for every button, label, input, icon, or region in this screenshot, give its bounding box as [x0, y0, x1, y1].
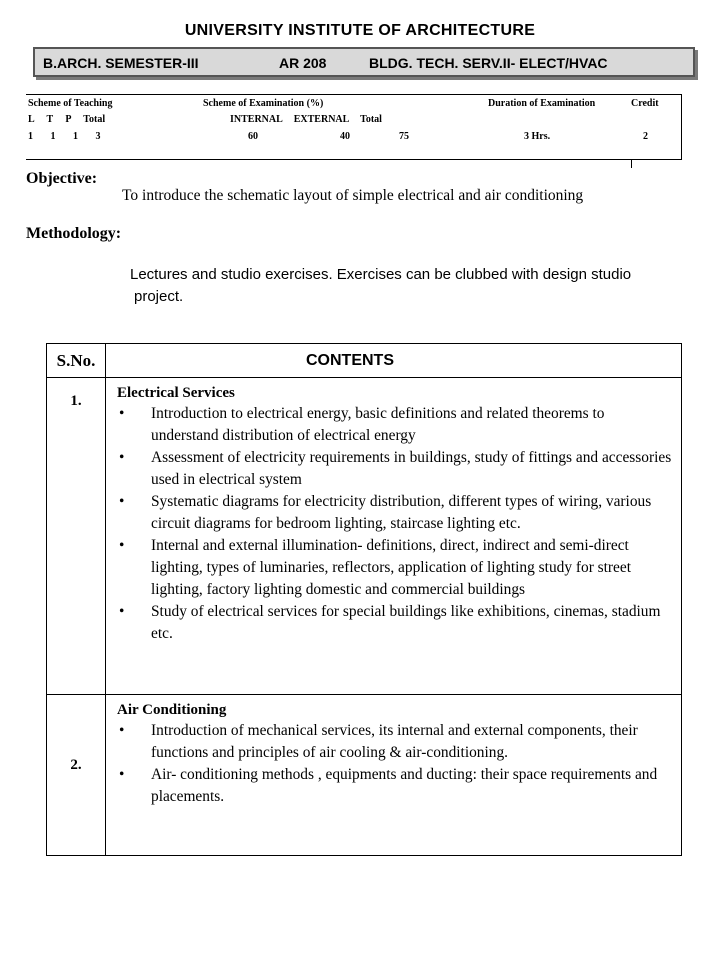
exam-columns: INTERNAL EXTERNAL Total: [230, 114, 382, 125]
list-item: • Assessment of electricity requirements in buildings, study of fittings and accessories used in electrical system: [117, 447, 675, 491]
internal-marks: 60: [248, 131, 258, 142]
scheme-table: [26, 94, 682, 160]
topic-list: [117, 403, 675, 645]
list-item: • Study of electrical services for special buildings like exhibitions, cinemas, stadium etc.: [117, 601, 675, 645]
teaching-scheme-label: Scheme of Teaching: [28, 98, 113, 109]
total-marks: 75: [399, 131, 409, 142]
row-content: [106, 378, 682, 695]
table-row: [47, 378, 682, 695]
exam-scheme-label: Scheme of Examination (%): [203, 98, 324, 109]
contents-header-row: [47, 344, 682, 378]
row-number: 2.: [70, 757, 82, 773]
external-marks: 40: [340, 131, 350, 142]
topic-list: [117, 720, 675, 808]
objective-text: To introduce the schematic layout of simple electrical and air conditioning: [122, 187, 584, 204]
duration-label: Duration of Examination: [488, 98, 596, 109]
list-item: • Systematic diagrams for electricity distribution, different types of wiring, various circuit diagrams for bedroom lighting, staircase lighting etc.: [117, 491, 675, 535]
row-number-cell: [47, 695, 106, 856]
row-number: 1.: [70, 393, 82, 409]
methodology-text-line2: project.: [134, 288, 184, 305]
course-code: AR 208: [279, 55, 327, 71]
list-item: • Air- conditioning methods , equipments and ducting: their space requirements and placements.: [117, 764, 675, 808]
list-item: • Introduction of mechanical services, its internal and external components, their functions and principles of air cooling & air-conditioning.: [117, 720, 675, 764]
table-row: [47, 695, 682, 856]
contents-header: CONTENTS: [106, 344, 682, 378]
methodology-text-line1: Lectures and studio exercises. Exercises can be clubbed with design studio: [130, 266, 632, 283]
contents-table: [46, 343, 682, 856]
section-heading: Air Conditioning: [117, 702, 227, 718]
course-name: B.ARCH. SEMESTER-III: [43, 55, 199, 71]
sno-header: S.No.: [47, 344, 106, 378]
row-content: [106, 695, 682, 856]
list-item: • Internal and external illumination- definitions, direct, indirect and semi-direct lighting, types of luminaries, reflectors, application of lighting study for street lighting, factory lighting domestic and commercial buildings: [117, 535, 675, 601]
duration-value: 3 Hrs.: [524, 131, 551, 142]
list-item: • Introduction to electrical energy, basic definitions and related theorems to understand distribution of electrical energy: [117, 403, 675, 447]
teaching-columns: L T P Total: [28, 114, 106, 125]
section-heading: Electrical Services: [117, 385, 235, 401]
row-number-cell: [47, 378, 106, 695]
objective-label: Objective:: [26, 170, 98, 187]
course-subject: BLDG. TECH. SERV.II- ELECT/HVAC: [369, 55, 608, 71]
divider-line: [631, 160, 632, 168]
teaching-values: 1 1 1 3: [28, 131, 101, 142]
course-banner: [33, 47, 695, 77]
methodology-label: Methodology:: [26, 225, 122, 242]
document-title: UNIVERSITY INSTITUTE OF ARCHITECTURE: [184, 22, 536, 39]
credit-label: Credit: [631, 98, 659, 109]
credit-value: 2: [643, 131, 648, 142]
